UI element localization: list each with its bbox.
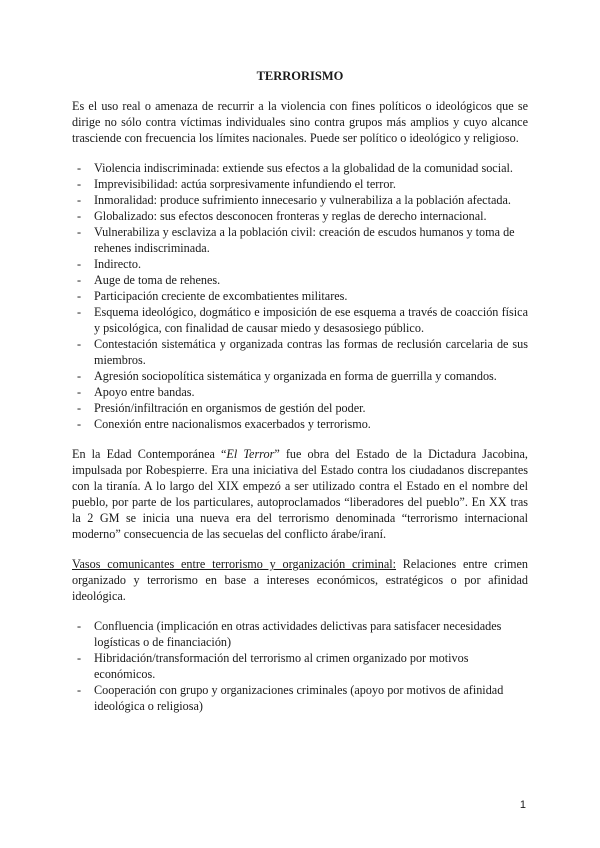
list-item: - Indirecto. [72,256,528,272]
page-content [72,68,528,714]
list-item: - Violencia indiscriminada: extiende sus efectos a la globalidad de la comunidad social. [72,160,528,176]
list-item: - Esquema ideológico, dogmático e imposición de ese esquema a través de coacción física y psicológica, con finalidad de causar miedo y desasosiego público. [72,304,528,336]
characteristics-list [72,160,528,432]
relations-list [72,618,528,714]
list-item: - Participación creciente de excombatientes militares. [72,288,528,304]
page-number: 1 [519,799,526,811]
vasos-paragraph [72,556,528,604]
list-item: - Agresión sociopolítica sistemática y organizada en forma de guerrilla y comandos. [72,368,528,384]
list-item: - Globalizado: sus efectos desconocen fronteras y reglas de derecho internacional. [72,208,528,224]
history-paragraph [72,446,528,542]
history-text-end: ” fue obra del Estado de la Dictadura Jacobina, impulsada por Robespierre. Era una iniciativa del Estado contra los ciudadanos discrepantes con la tiranía. A lo largo del XIX empezó a ser utilizado contra el Estado en el nombre del pueblo, por parte de los particulares, autoproclamados “liberadores del pueblo”. En XX tras la 2 GM se inicia una nueva era del terrorismo denominada “terrorismo internacional moderno” consecuencia de las secuelas del conflicto árabe/iraní. [72,447,528,541]
list-item: - Apoyo entre bandas. [72,384,528,400]
list-item: - Confluencia (implicación en otras actividades delictivas para satisfacer necesidades logísticas o de financiación) [72,618,528,650]
list-item: - Contestación sistemática y organizada contras las formas de reclusión carcelaria de sus miembros. [72,336,528,368]
page-title: TERRORISMO [256,69,344,83]
vasos-heading: Vasos comunicantes entre terrorismo y organización criminal: [72,557,397,571]
list-item: - Presión/infiltración en organismos de gestión del poder. [72,400,528,416]
intro-paragraph: Es el uso real o amenaza de recurrir a la violencia con fines políticos o ideológicos que se dirige no sólo contra víctimas individuales sino contra grupos más amplios y cuyo alcance trasciende con frecuencia los límites nacionales. Puede ser político o ideológico y religioso. [72,99,528,145]
list-item: - Conexión entre nacionalismos exacerbados y terrorismo. [72,416,528,432]
el-terror-term: El Terror [226,447,275,461]
list-item: - Cooperación con grupo y organizaciones criminales (apoyo por motivos de afinidad ideológica o religiosa) [72,682,528,714]
list-item: - Hibridación/transformación del terrorismo al crimen organizado por motivos económicos. [72,650,528,682]
list-item: - Auge de toma de rehenes. [72,272,528,288]
history-text-start: En la Edad Contemporánea “ [72,447,227,461]
list-item: - Vulnerabiliza y esclaviza a la población civil: creación de escudos humanos y toma de rehenes indiscriminada. [72,224,528,256]
vasos-text: Relaciones entre crimen organizado y terrorismo en base a intereses económicos, estratégicos o por afinidad ideológica. [72,557,528,603]
list-item: - Imprevisibilidad: actúa sorpresivamente infundiendo el terror. [72,176,528,192]
list-item: - Inmoralidad: produce sufrimiento innecesario y vulnerabiliza a la población afectada. [72,192,528,208]
